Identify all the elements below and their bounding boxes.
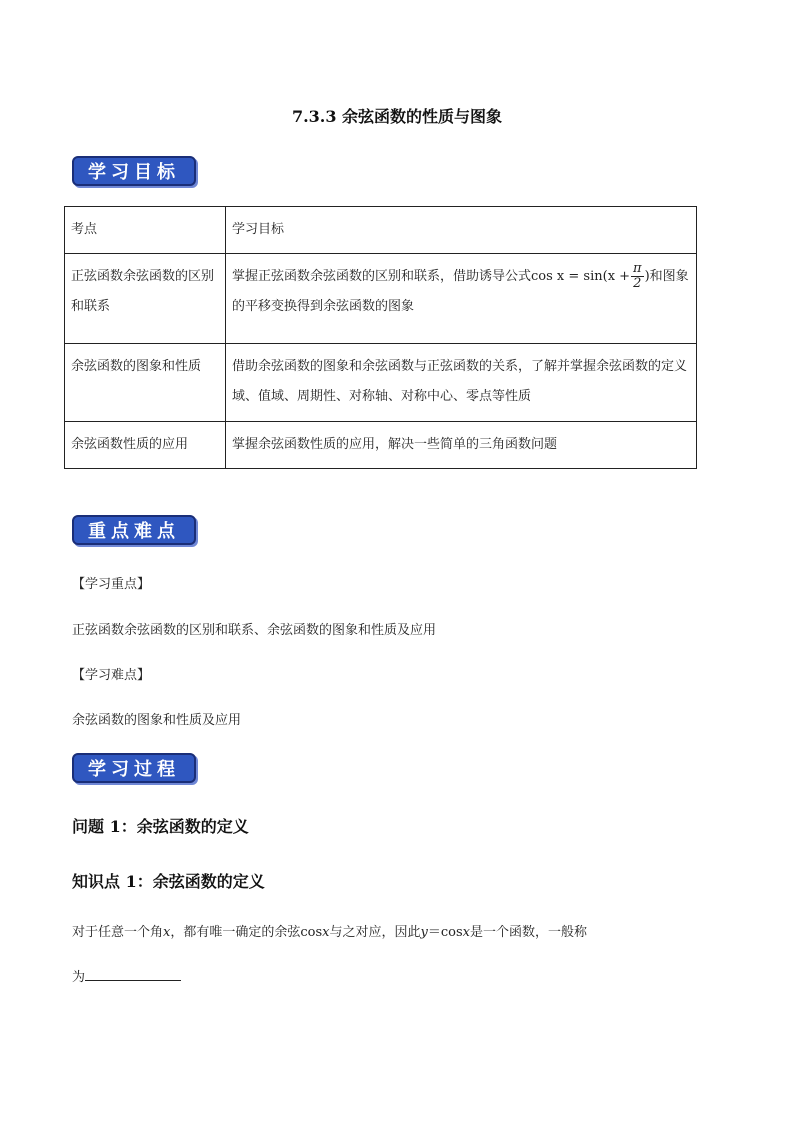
fill-in-blank[interactable] <box>85 966 181 981</box>
fraction-numerator: π <box>633 261 642 276</box>
goals-table <box>64 206 697 469</box>
focus-text: 正弦函数余弦函数的区别和联系、余弦函数的图象和性质及应用 <box>72 623 437 638</box>
difficulty-text: 余弦函数的图象和性质及应用 <box>72 713 242 728</box>
definition-text: 是一个函数，一般称 <box>470 925 588 940</box>
key-points-banner: 重点难点 <box>72 515 196 545</box>
table-cell-goal <box>226 254 697 344</box>
definition-paragraph <box>72 921 587 940</box>
table-cell-topic: 正弦函数余弦函数的区别和联系 <box>65 254 226 344</box>
focus-label: 【学习重点】 <box>72 577 151 592</box>
table-cell-goal: 借助余弦函数的图象和余弦函数与正弦函数的关系，了解并掌握余弦函数的定义域、值域、周期性、对称轴、对称中心、零点等性质 <box>226 344 697 422</box>
knowledge-heading: 知识点 1：余弦函数的定义 <box>72 872 265 891</box>
table-cell-topic: 余弦函数的图象和性质 <box>65 344 226 422</box>
definition-text: 与之对应，因此 <box>329 925 421 940</box>
variable-y: y <box>420 925 428 940</box>
question-heading: 问题 1：余弦函数的定义 <box>72 817 249 836</box>
difficulty-label: 【学习难点】 <box>72 668 151 683</box>
formula-left: cos x = sin(x + <box>531 269 631 284</box>
goals-banner: 学习目标 <box>72 156 196 186</box>
table-row <box>65 344 697 422</box>
definition-blank-line <box>72 966 181 985</box>
fraction-denominator: 2 <box>633 276 642 291</box>
definition-text: 对于任意一个角 <box>72 925 164 940</box>
table-row <box>65 254 697 344</box>
variable-x: x <box>462 925 470 940</box>
table-header-goal: 学习目标 <box>226 207 697 254</box>
table-header-topic: 考点 <box>65 207 226 254</box>
fraction <box>631 262 644 291</box>
page-title: 7.3.3 余弦函数的性质与图象 <box>291 107 503 126</box>
goal-text-continued: 和图象的平移变换得到余弦函数的图象 <box>232 269 689 314</box>
equals-cos: ＝cos <box>427 925 463 940</box>
table-cell-goal: 掌握余弦函数性质的应用，解决一些简单的三角函数问题 <box>226 422 697 469</box>
process-banner: 学习过程 <box>72 753 196 783</box>
formula-right: ) <box>644 269 650 284</box>
goal-text: 掌握正弦函数余弦函数的区别和联系，借助诱导公式 <box>232 269 532 284</box>
definition-text: 为 <box>72 970 86 985</box>
variable-x: x <box>322 925 330 940</box>
variable-x: x <box>163 925 171 940</box>
definition-text: ，都有唯一确定的余弦 <box>170 925 301 940</box>
table-row <box>65 422 697 469</box>
cos-term: cos <box>300 925 323 940</box>
table-header-row <box>65 207 697 254</box>
table-cell-topic: 余弦函数性质的应用 <box>65 422 226 469</box>
